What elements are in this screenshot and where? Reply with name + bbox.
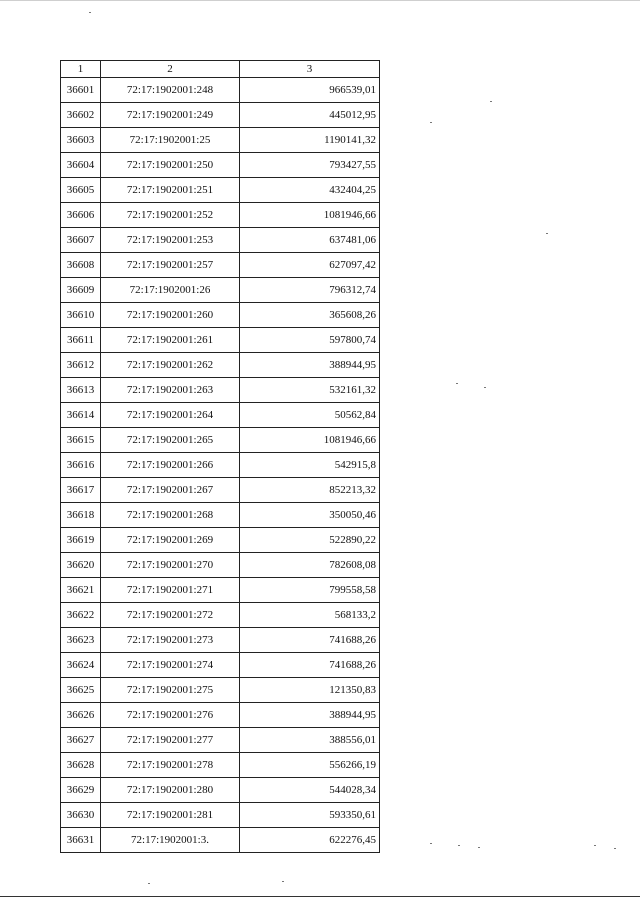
cadastral-number-cell: 72:17:1902001:257 bbox=[101, 253, 240, 278]
table-row bbox=[61, 678, 380, 703]
cadastral-number-cell: 72:17:1902001:272 bbox=[101, 603, 240, 628]
cadastral-number-cell: 72:17:1902001:25 bbox=[101, 128, 240, 153]
cadastral-number-cell: 72:17:1902001:261 bbox=[101, 328, 240, 353]
table-row bbox=[61, 478, 380, 503]
cadastral-value-cell: 522890,22 bbox=[240, 528, 380, 553]
cadastral-number-cell: 72:17:1902001:276 bbox=[101, 703, 240, 728]
scan-speck bbox=[594, 845, 596, 846]
scan-speck bbox=[148, 883, 150, 884]
row-number-cell: 36628 bbox=[61, 753, 101, 778]
cadastral-value-cell: 121350,83 bbox=[240, 678, 380, 703]
row-number-cell: 36620 bbox=[61, 553, 101, 578]
row-number-cell: 36621 bbox=[61, 578, 101, 603]
row-number-cell: 36604 bbox=[61, 153, 101, 178]
row-number-cell: 36625 bbox=[61, 678, 101, 703]
row-number-cell: 36623 bbox=[61, 628, 101, 653]
table-row bbox=[61, 453, 380, 478]
cadastral-number-cell: 72:17:1902001:271 bbox=[101, 578, 240, 603]
cadastral-number-cell: 72:17:1902001:3. bbox=[101, 828, 240, 853]
table-row bbox=[61, 328, 380, 353]
scan-speck bbox=[458, 845, 460, 846]
table-row bbox=[61, 353, 380, 378]
cadastral-value-cell: 741688,26 bbox=[240, 628, 380, 653]
cadastral-number-cell: 72:17:1902001:270 bbox=[101, 553, 240, 578]
cadastral-value-cell: 1081946,66 bbox=[240, 428, 380, 453]
cadastral-value-cell: 1081946,66 bbox=[240, 203, 380, 228]
column-header-1: 1 bbox=[61, 61, 101, 78]
scan-speck bbox=[89, 12, 91, 13]
cadastral-number-cell: 72:17:1902001:265 bbox=[101, 428, 240, 453]
cadastral-number-cell: 72:17:1902001:263 bbox=[101, 378, 240, 403]
cadastral-number-cell: 72:17:1902001:253 bbox=[101, 228, 240, 253]
cadastral-value-cell: 627097,42 bbox=[240, 253, 380, 278]
scan-speck bbox=[614, 848, 616, 849]
cadastral-value-cell: 741688,26 bbox=[240, 653, 380, 678]
cadastral-value-cell: 852213,32 bbox=[240, 478, 380, 503]
table-row bbox=[61, 278, 380, 303]
scan-speck bbox=[430, 843, 432, 844]
cadastral-value-cell: 432404,25 bbox=[240, 178, 380, 203]
cadastral-number-cell: 72:17:1902001:280 bbox=[101, 778, 240, 803]
cadastral-value-cell: 50562,84 bbox=[240, 403, 380, 428]
row-number-cell: 36622 bbox=[61, 603, 101, 628]
table-row bbox=[61, 603, 380, 628]
table-row bbox=[61, 228, 380, 253]
cadastral-value-cell: 388944,95 bbox=[240, 353, 380, 378]
scan-bottom-edge bbox=[0, 896, 640, 897]
scan-top-edge bbox=[0, 0, 640, 1]
row-number-cell: 36627 bbox=[61, 728, 101, 753]
table-row bbox=[61, 253, 380, 278]
cadastral-value-cell: 556266,19 bbox=[240, 753, 380, 778]
cadastral-number-cell: 72:17:1902001:249 bbox=[101, 103, 240, 128]
cadastral-value-cell: 1190141,32 bbox=[240, 128, 380, 153]
row-number-cell: 36615 bbox=[61, 428, 101, 453]
cadastral-value-cell: 966539,01 bbox=[240, 78, 380, 103]
row-number-cell: 36629 bbox=[61, 778, 101, 803]
cadastral-value-cell: 532161,32 bbox=[240, 378, 380, 403]
cadastral-value-cell: 544028,34 bbox=[240, 778, 380, 803]
row-number-cell: 36624 bbox=[61, 653, 101, 678]
scan-speck bbox=[546, 233, 548, 234]
cadastral-value-table bbox=[60, 60, 380, 853]
cadastral-value-cell: 593350,61 bbox=[240, 803, 380, 828]
row-number-cell: 36613 bbox=[61, 378, 101, 403]
table-row bbox=[61, 403, 380, 428]
cadastral-number-cell: 72:17:1902001:278 bbox=[101, 753, 240, 778]
table-row bbox=[61, 128, 380, 153]
table-row bbox=[61, 728, 380, 753]
row-number-cell: 36612 bbox=[61, 353, 101, 378]
table-row bbox=[61, 828, 380, 853]
table-row bbox=[61, 803, 380, 828]
cadastral-number-cell: 72:17:1902001:273 bbox=[101, 628, 240, 653]
scan-speck bbox=[456, 383, 458, 384]
row-number-cell: 36616 bbox=[61, 453, 101, 478]
cadastral-value-cell: 793427,55 bbox=[240, 153, 380, 178]
table-row bbox=[61, 428, 380, 453]
cadastral-number-cell: 72:17:1902001:262 bbox=[101, 353, 240, 378]
table-row bbox=[61, 103, 380, 128]
scan-speck bbox=[484, 387, 486, 388]
row-number-cell: 36609 bbox=[61, 278, 101, 303]
table-row bbox=[61, 203, 380, 228]
row-number-cell: 36601 bbox=[61, 78, 101, 103]
cadastral-value-cell: 597800,74 bbox=[240, 328, 380, 353]
cadastral-value-cell: 445012,95 bbox=[240, 103, 380, 128]
cadastral-number-cell: 72:17:1902001:281 bbox=[101, 803, 240, 828]
scan-speck bbox=[490, 101, 492, 102]
row-number-cell: 36617 bbox=[61, 478, 101, 503]
cadastral-value-cell: 388556,01 bbox=[240, 728, 380, 753]
table-row bbox=[61, 628, 380, 653]
cadastral-number-cell: 72:17:1902001:277 bbox=[101, 728, 240, 753]
cadastral-value-cell: 388944,95 bbox=[240, 703, 380, 728]
table-row bbox=[61, 378, 380, 403]
cadastral-number-cell: 72:17:1902001:267 bbox=[101, 478, 240, 503]
row-number-cell: 36626 bbox=[61, 703, 101, 728]
table-row bbox=[61, 503, 380, 528]
cadastral-number-cell: 72:17:1902001:268 bbox=[101, 503, 240, 528]
row-number-cell: 36619 bbox=[61, 528, 101, 553]
table-row bbox=[61, 303, 380, 328]
row-number-cell: 36606 bbox=[61, 203, 101, 228]
row-number-cell: 36607 bbox=[61, 228, 101, 253]
cadastral-number-cell: 72:17:1902001:264 bbox=[101, 403, 240, 428]
table-row bbox=[61, 553, 380, 578]
table-row bbox=[61, 703, 380, 728]
column-header-2: 2 bbox=[101, 61, 240, 78]
cadastral-number-cell: 72:17:1902001:252 bbox=[101, 203, 240, 228]
cadastral-number-cell: 72:17:1902001:260 bbox=[101, 303, 240, 328]
table-row bbox=[61, 778, 380, 803]
cadastral-number-cell: 72:17:1902001:275 bbox=[101, 678, 240, 703]
table-row bbox=[61, 753, 380, 778]
table-row bbox=[61, 653, 380, 678]
table-row bbox=[61, 578, 380, 603]
row-number-cell: 36602 bbox=[61, 103, 101, 128]
row-number-cell: 36603 bbox=[61, 128, 101, 153]
table-row bbox=[61, 153, 380, 178]
cadastral-value-cell: 799558,58 bbox=[240, 578, 380, 603]
cadastral-number-cell: 72:17:1902001:274 bbox=[101, 653, 240, 678]
column-header-3: 3 bbox=[240, 61, 380, 78]
table-body bbox=[61, 78, 380, 853]
scan-speck bbox=[430, 122, 432, 123]
cadastral-value-cell: 796312,74 bbox=[240, 278, 380, 303]
cadastral-value-cell: 622276,45 bbox=[240, 828, 380, 853]
row-number-cell: 36614 bbox=[61, 403, 101, 428]
cadastral-value-cell: 365608,26 bbox=[240, 303, 380, 328]
cadastral-number-cell: 72:17:1902001:248 bbox=[101, 78, 240, 103]
cadastral-number-cell: 72:17:1902001:266 bbox=[101, 453, 240, 478]
row-number-cell: 36605 bbox=[61, 178, 101, 203]
cadastral-number-cell: 72:17:1902001:250 bbox=[101, 153, 240, 178]
table-row bbox=[61, 78, 380, 103]
row-number-cell: 36611 bbox=[61, 328, 101, 353]
cadastral-value-cell: 782608,08 bbox=[240, 553, 380, 578]
row-number-cell: 36608 bbox=[61, 253, 101, 278]
cadastral-value-cell: 350050,46 bbox=[240, 503, 380, 528]
cadastral-number-cell: 72:17:1902001:251 bbox=[101, 178, 240, 203]
table-row bbox=[61, 528, 380, 553]
cadastral-number-cell: 72:17:1902001:269 bbox=[101, 528, 240, 553]
cadastral-value-cell: 637481,06 bbox=[240, 228, 380, 253]
row-number-cell: 36630 bbox=[61, 803, 101, 828]
cadastral-number-cell: 72:17:1902001:26 bbox=[101, 278, 240, 303]
row-number-cell: 36631 bbox=[61, 828, 101, 853]
row-number-cell: 36618 bbox=[61, 503, 101, 528]
cadastral-value-cell: 542915,8 bbox=[240, 453, 380, 478]
scan-speck bbox=[478, 847, 480, 848]
table-header-row bbox=[61, 61, 380, 78]
cadastral-value-cell: 568133,2 bbox=[240, 603, 380, 628]
row-number-cell: 36610 bbox=[61, 303, 101, 328]
table-row bbox=[61, 178, 380, 203]
scan-speck bbox=[282, 881, 284, 882]
